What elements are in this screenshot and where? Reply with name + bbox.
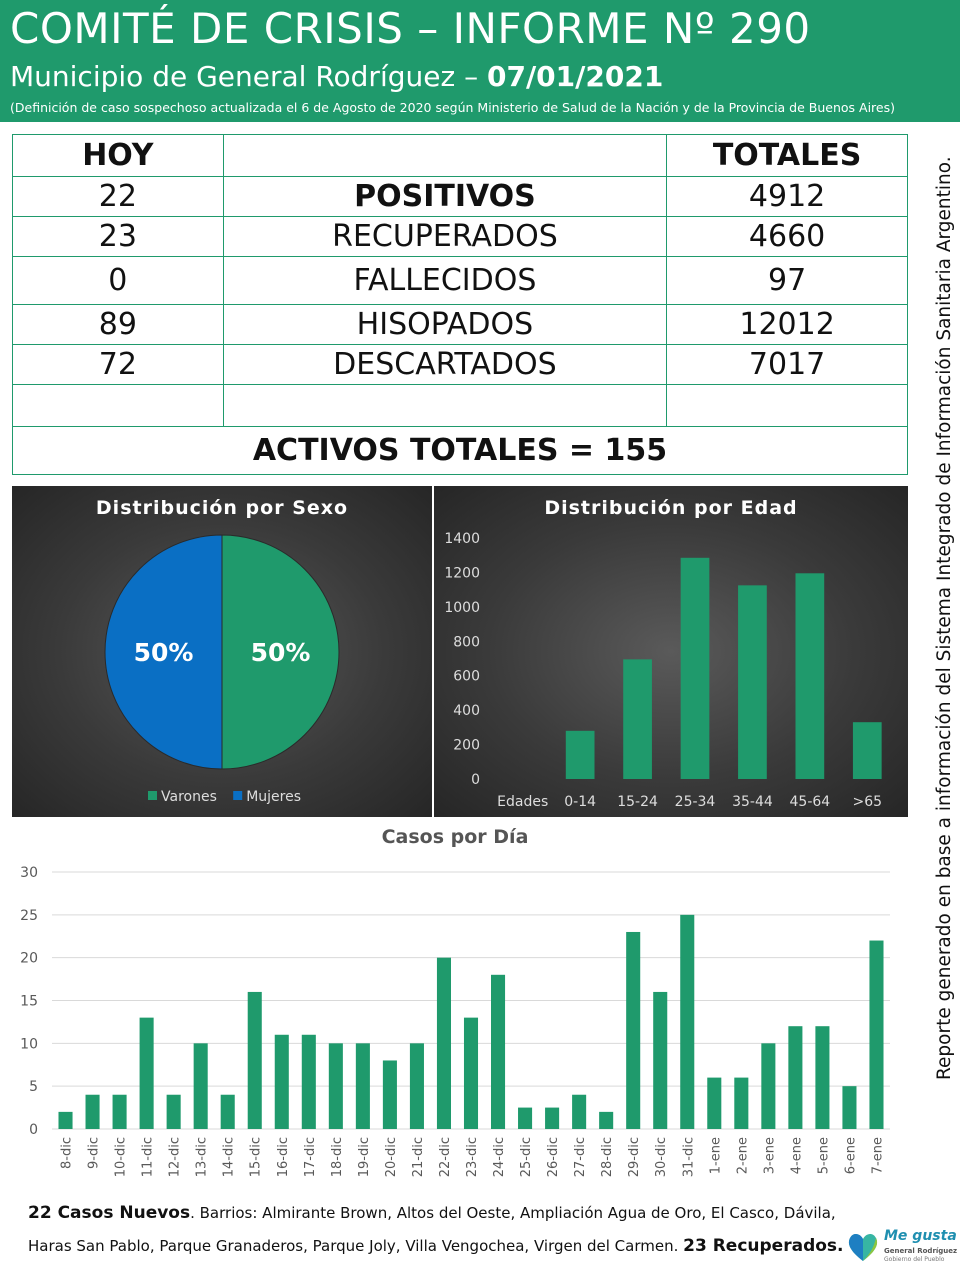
x-tick-label: 19-dic	[356, 1137, 372, 1178]
day-bar	[464, 1018, 478, 1129]
x-tick-label: 16-dic	[275, 1137, 291, 1178]
table-empty-row	[13, 385, 908, 427]
barrios-list: . Barrios: Almirante Brown, Altos del Oeste, Ampliación Agua de Oro, El Casco, Dávila,	[190, 1204, 836, 1222]
x-tick-label: 21-dic	[410, 1137, 426, 1178]
y-tick-label: 10	[20, 1036, 38, 1053]
x-tick-label: 18-dic	[329, 1137, 345, 1178]
table-row	[13, 217, 908, 257]
x-tick-label: Edades	[497, 794, 549, 810]
age-bar	[796, 573, 825, 779]
day-bar	[869, 941, 883, 1129]
x-tick-label: 31-dic	[681, 1137, 697, 1178]
day-bar	[437, 958, 451, 1129]
age-bar	[853, 722, 882, 779]
x-tick-label: 29-dic	[627, 1137, 643, 1178]
pie-title: Distribución por Sexo	[95, 497, 349, 519]
y-tick-label: 1200	[444, 565, 480, 582]
day-bar	[599, 1112, 613, 1129]
empty-cell	[223, 385, 667, 427]
stats-table	[12, 134, 908, 475]
pie-chart	[12, 486, 432, 817]
x-tick-label: 25-dic	[519, 1137, 535, 1178]
row-label: FALLECIDOS	[223, 257, 667, 305]
age-bar	[623, 659, 652, 779]
day-bar	[491, 975, 505, 1129]
day-bar	[842, 1086, 856, 1129]
y-tick-label: 15	[20, 993, 38, 1010]
hoy-value: 72	[13, 345, 224, 385]
day-bar	[761, 1043, 775, 1129]
report-subtitle	[10, 60, 663, 93]
footer-line-1	[28, 1203, 836, 1223]
x-tick-label: 4-ene	[789, 1137, 805, 1175]
age-chart-title: Distribución por Edad	[544, 497, 798, 519]
table-row	[13, 305, 908, 345]
empty-cell	[13, 385, 224, 427]
table-row	[13, 177, 908, 217]
table-header-row	[13, 135, 908, 177]
total-value: 12012	[667, 305, 908, 345]
y-tick-label: 200	[453, 737, 480, 754]
y-tick-label: 1400	[444, 531, 480, 547]
day-bar	[140, 1018, 154, 1129]
day-bar	[86, 1095, 100, 1129]
new-cases-count: 22 Casos Nuevos	[28, 1203, 191, 1223]
legend-label: Varones	[161, 789, 217, 805]
y-tick-label: 1000	[444, 599, 480, 616]
x-tick-label: 9-dic	[86, 1137, 102, 1169]
day-bar	[410, 1043, 424, 1129]
day-bar	[58, 1112, 72, 1129]
barrios-list-cont: Haras San Pablo, Parque Granaderos, Parque Joly, Villa Vengochea, Virgen del Carmen.	[28, 1237, 684, 1255]
day-bar	[734, 1078, 748, 1129]
pie-data-label: 50%	[250, 638, 311, 667]
x-tick-label: 24-dic	[492, 1137, 508, 1178]
day-bar	[248, 992, 262, 1129]
legend-label: Mujeres	[246, 789, 302, 805]
logo-subtext: General Rodríguez	[884, 1247, 958, 1255]
y-tick-label: 600	[453, 668, 480, 685]
activos-totales: ACTIVOS TOTALES = 155	[13, 427, 908, 475]
day-bar	[113, 1095, 127, 1129]
x-tick-label: 35-44	[732, 794, 773, 810]
y-tick-label: 5	[29, 1079, 38, 1096]
day-bar	[221, 1095, 235, 1129]
x-tick-label: 7-ene	[870, 1137, 886, 1175]
x-tick-label: 13-dic	[194, 1137, 210, 1178]
y-tick-label: 800	[453, 634, 480, 651]
legend-swatch	[148, 791, 157, 800]
y-tick-label: 25	[20, 907, 38, 924]
day-bar	[356, 1043, 370, 1129]
total-value: 97	[667, 257, 908, 305]
age-bar	[566, 731, 595, 779]
row-label: POSITIVOS	[223, 177, 667, 217]
logo-tagline: Gobierno del Pueblo	[884, 1256, 945, 1263]
y-tick-label: 0	[471, 772, 480, 788]
day-bar	[302, 1035, 316, 1129]
x-tick-label: 0-14	[564, 794, 597, 810]
age-bar	[681, 558, 710, 779]
x-tick-label: 26-dic	[546, 1137, 562, 1178]
day-bar	[275, 1035, 289, 1129]
col-blank	[223, 135, 667, 177]
total-value: 4660	[667, 217, 908, 257]
x-tick-label: 2-ene	[735, 1137, 751, 1175]
x-tick-label: 15-24	[617, 794, 658, 810]
age-bar	[738, 585, 767, 779]
day-bar	[788, 1026, 802, 1129]
x-tick-label: 1-ene	[708, 1137, 724, 1175]
age-bar-chart	[434, 486, 908, 817]
row-label: HISOPADOS	[223, 305, 667, 345]
x-tick-label: 15-dic	[248, 1137, 264, 1178]
hoy-value: 89	[13, 305, 224, 345]
heart-logo-icon	[846, 1230, 880, 1264]
day-bar	[680, 915, 694, 1129]
header-banner	[0, 0, 960, 122]
day-bar	[815, 1026, 829, 1129]
x-tick-label: 17-dic	[302, 1137, 318, 1178]
report-date: 07/01/2021	[486, 60, 664, 93]
x-tick-label: 23-dic	[465, 1137, 480, 1178]
activos-row	[13, 427, 908, 475]
daily-chart-title: Casos por Día	[381, 826, 529, 848]
day-bar	[707, 1078, 721, 1129]
x-tick-label: 3-ene	[762, 1137, 778, 1175]
x-tick-label: 25-34	[674, 794, 716, 810]
row-label: DESCARTADOS	[223, 345, 667, 385]
daily-cases-chart	[0, 860, 910, 1220]
x-tick-label: 6-ene	[843, 1137, 859, 1175]
footer-line-2	[28, 1236, 844, 1256]
total-value: 4912	[667, 177, 908, 217]
hoy-value: 23	[13, 217, 224, 257]
legend-swatch	[233, 791, 242, 800]
logo-text: Me gusta	[884, 1228, 957, 1244]
total-value: 7017	[667, 345, 908, 385]
day-bar	[653, 992, 667, 1129]
y-tick-label: 400	[453, 703, 480, 720]
y-tick-label: 0	[29, 1122, 38, 1138]
x-tick-label: 14-dic	[221, 1137, 237, 1178]
definition-note: (Definición de caso sospechoso actualizada el 6 de Agosto de 2020 según Ministerio de Salud de la Nación y de la Provincia de Buenos Aires)	[10, 100, 895, 115]
x-tick-label: >65	[852, 794, 883, 810]
x-tick-label: 28-dic	[600, 1137, 616, 1178]
col-totales: TOTALES	[667, 135, 908, 177]
col-hoy: HOY	[13, 135, 224, 177]
x-tick-label: 12-dic	[167, 1137, 183, 1178]
x-tick-label: 5-ene	[816, 1137, 832, 1175]
source-note: Reporte generado en base a información del Sistema Integrado de Información Sanitaria Argentino.	[934, 156, 955, 1080]
report-title: COMITÉ DE CRISIS – INFORME Nº 290	[10, 4, 811, 53]
day-bar	[194, 1043, 208, 1129]
day-bar	[572, 1095, 586, 1129]
day-bar	[626, 932, 640, 1129]
day-bar	[167, 1095, 181, 1129]
day-bar	[545, 1108, 559, 1129]
table-row	[13, 257, 908, 305]
day-bar	[383, 1060, 397, 1129]
sex-distribution-panel	[12, 486, 432, 817]
x-tick-label: 30-dic	[654, 1137, 670, 1178]
municipality: Municipio de General Rodríguez –	[10, 60, 479, 93]
y-tick-label: 30	[20, 865, 38, 881]
x-tick-label: 8-dic	[59, 1137, 75, 1169]
municipality-logo	[846, 1226, 958, 1272]
x-tick-label: 10-dic	[113, 1137, 129, 1178]
x-tick-label: 20-dic	[383, 1137, 399, 1178]
hoy-value: 0	[13, 257, 224, 305]
hoy-value: 22	[13, 177, 224, 217]
x-tick-label: 22-dic	[437, 1137, 453, 1178]
row-label: RECUPERADOS	[223, 217, 667, 257]
x-tick-label: 11-dic	[140, 1137, 156, 1178]
x-tick-label: 27-dic	[573, 1137, 589, 1178]
x-tick-label: 45-64	[789, 794, 831, 810]
y-tick-label: 20	[20, 950, 38, 967]
day-bar	[518, 1108, 532, 1129]
pie-data-label: 50%	[133, 638, 194, 667]
table-row	[13, 345, 908, 385]
empty-cell	[667, 385, 908, 427]
day-bar	[329, 1043, 343, 1129]
recovered-count: 23 Recuperados.	[683, 1236, 844, 1256]
age-distribution-panel	[434, 486, 908, 817]
